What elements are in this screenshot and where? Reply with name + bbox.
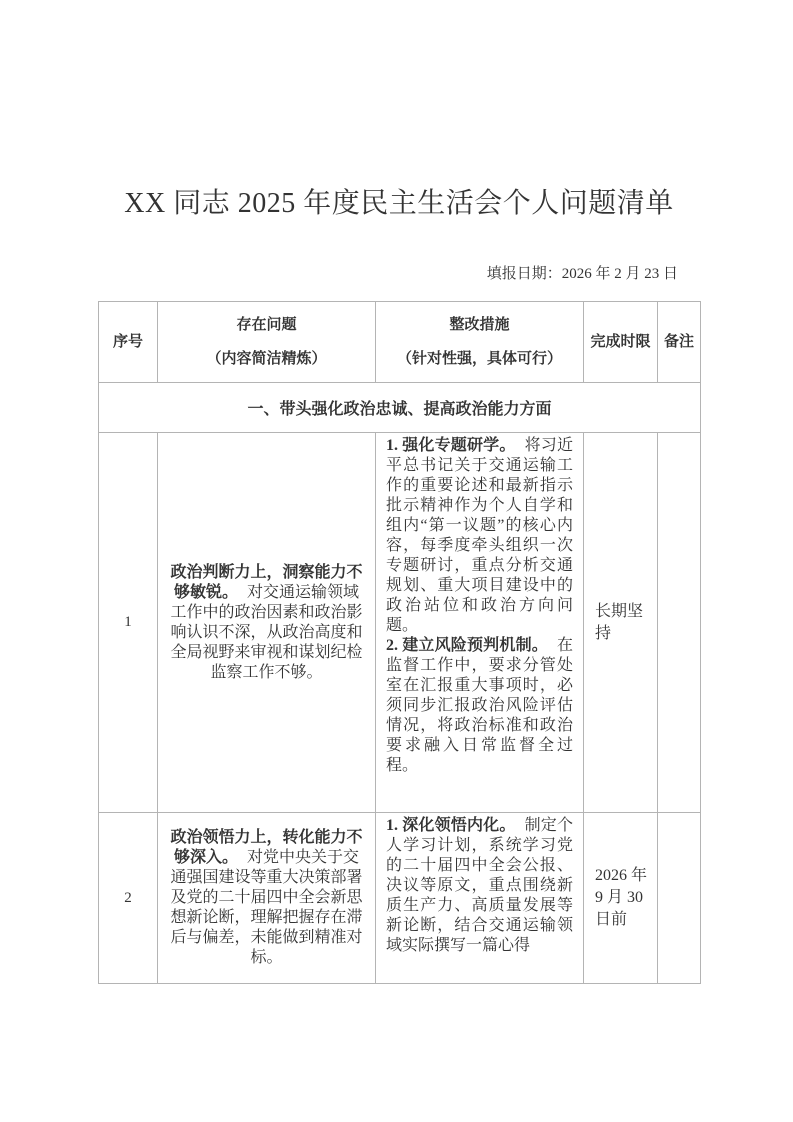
header-problem <box>158 302 376 383</box>
table-row <box>99 813 701 984</box>
measure-item <box>386 636 573 776</box>
measure-lead: 1. 强化专题研学。 <box>386 437 516 454</box>
deadline-cell: 长期坚持 <box>584 433 658 813</box>
remarks-cell <box>658 813 701 984</box>
header-problem-note: （内容简洁精炼） <box>206 350 327 367</box>
measure-lead: 1. 深化领悟内化。 <box>386 817 516 834</box>
header-measures <box>376 302 584 383</box>
measure-item <box>386 436 573 636</box>
measure-lead: 2. 建立风险预判机制。 <box>386 637 548 654</box>
section-row <box>99 383 701 433</box>
problem-lead: 政治领悟力上，转化能力不够深入。 <box>170 829 363 866</box>
header-deadline <box>584 302 658 383</box>
header-serial-label: 序号 <box>112 333 143 350</box>
header-serial <box>99 302 158 383</box>
report-date: 填报日期：2026 年 2 月 23 日 <box>486 266 678 282</box>
document-page <box>98 0 700 984</box>
serial-cell: 1 <box>99 433 158 813</box>
table-row <box>99 433 701 813</box>
measures-cell <box>376 433 584 813</box>
table-header-row <box>99 302 701 383</box>
deadline-cell: 2026 年 9 月 30 日前 <box>584 813 658 984</box>
measure-item <box>386 816 573 956</box>
remarks-cell <box>658 433 701 813</box>
header-remarks-label: 备注 <box>663 333 694 350</box>
header-measures-title: 整改措施 <box>449 316 510 333</box>
problem-lead: 政治判断力上，洞察能力不够敏锐。 <box>170 563 363 601</box>
page-title: XX 同志 2025 年度民主生活会个人问题清单 <box>124 188 674 219</box>
measures-cell <box>376 813 584 984</box>
serial-cell: 2 <box>99 813 158 984</box>
header-problem-title: 存在问题 <box>236 316 297 333</box>
measure-text: 在监督工作中，要求分管处室在汇报重大事项时，必须同步汇报政治风险评估情况，将政治标准和政治要求融入日常监督全过程。 <box>386 637 573 774</box>
problem-cell <box>158 433 376 813</box>
header-deadline-label: 完成时限 <box>590 333 651 350</box>
header-remarks <box>658 302 701 383</box>
measure-text: 将习近平总书记关于交通运输工作的重要论述和最新指示批示精神作为个人自学和组内“第一议题”的核心内容，每季度牵头组织一次专题研讨，重点分析交通规划、重大项目建设中的政治站位和政治方向问题。 <box>386 437 573 634</box>
problems-table <box>98 301 701 984</box>
measure-text: 制定个人学习计划，系统学习党的二十届四中全会公报、决议等原文，重点围绕新质生产力、高质量发展等新论断，结合交通运输领域实际撰写一篇心得 <box>386 817 573 954</box>
section-title: 一、带头强化政治忠诚、提高政治能力方面 <box>99 383 701 433</box>
header-measures-note: （针对性强，具体可行） <box>396 350 562 367</box>
problem-text: 对党中央关于交通强国建设等重大决策部署及党的二十届四中全会新思想新论断，理解把握存在滞后与偏差，未能做到精准对标。 <box>170 849 363 966</box>
problem-cell <box>158 813 376 984</box>
problem-text: 对交通运输领域工作中的政治因素和政治影响认识不深，从政治高度和全局视野来审视和谋划纪检监察工作不够。 <box>170 583 363 681</box>
